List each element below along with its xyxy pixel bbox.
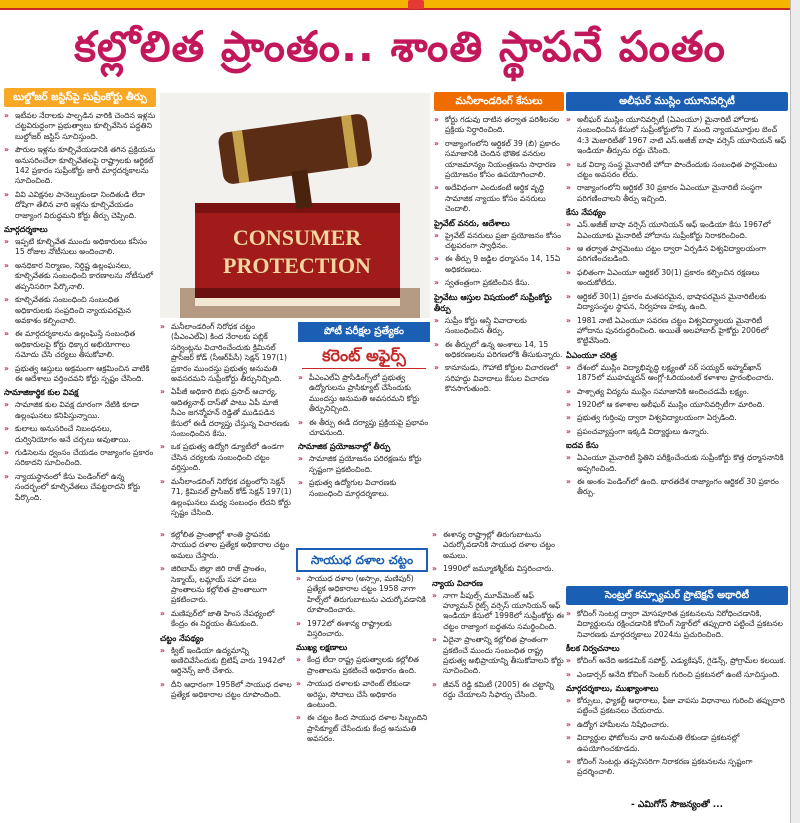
afspa-list bbox=[296, 574, 428, 639]
northeast-subhead: న్యాయ విచారణ bbox=[432, 578, 483, 588]
list-item: » ప్రభుత్వ ఉద్యోగుల విచారణకు సంబంధించి మార్గదర్శకాలు. bbox=[298, 478, 430, 499]
list-item: » అలీఘర్ ముస్లిం యూనివర్సిటీ (ఏఎంయూ) మైనారిటీ హోదాకు సంబంధించిన కేసులో సుప్రీంకోర్టులోని 7 మంది న్యాయమూర్తుల బెంచ్ 4:3 మెజారిటీతో 1967 నాటి ఎస్.అజీజ్ బాషా వర్సెస్ యూనియన్ ఆఫ్ ఇండియా తీర్పును రద్దు చేసింది. bbox=[566, 115, 788, 157]
list-item: » ఈశాన్య రాష్ట్రాల్లో తిరుగుబాటును ఎదుర్కోవడానికి సాయుధ దళాల చట్టం అమలు. bbox=[432, 530, 564, 561]
bulldozer-heading: బుల్డోజర్ జస్టిస్‌పై సుప్రీంకోర్టు తీర్పు bbox=[4, 88, 156, 107]
page-title: కల్లోలిత ప్రాంతం.. శాంతి స్థాపనే పంతం bbox=[74, 22, 726, 71]
list-item: » రాజ్యాంగంలోని ఆర్టికల్ 39 (బి) ప్రకారం సమాజానికి చెందిన భౌతిక వనరుల యాజమాన్యం నియంత్రణను సాధారణ ప్రయోజనం కోసం ఉపయోగించాలి. bbox=[434, 139, 564, 181]
amu-sub2: ఏఎంయూ చరిత్ర bbox=[566, 350, 617, 360]
list-item: » పీఎంఎల్ఏ ప్రొసీడింగ్స్‌లో ప్రభుత్వ ఉద్యోగులను ప్రాసిక్యూట్ చేసేందుకు ముందస్తు అనుమతి అవసరమని కోర్టు తీర్పునిచ్చింది. bbox=[298, 373, 430, 415]
strip-line bbox=[0, 8, 800, 10]
list-item: » కోచింగ్ అనేది అకడమిక్ సపోర్ట్, ఎడ్యుకేషన్, గైడెన్స్, ప్రోగ్రామ్‌ల కలయిక. bbox=[566, 656, 788, 666]
consumer-sub1: కీలక నిర్వచనాలు bbox=[566, 644, 620, 654]
list-item: » 1920లో ఆ కళాశాల అలీఘర్ ముస్లిం యూనివర్సిటీగా మారింది. bbox=[566, 400, 788, 410]
list-item: » సామాజిక కుల వివక్ష దూరంగా నేటికి కూడా ఉల్లంఘనలు కనిపిస్తున్నాయి. bbox=[4, 400, 156, 421]
pmla-list bbox=[160, 322, 292, 518]
disturbed-subhead: చట్టం నేపథ్యం bbox=[160, 633, 204, 643]
pmla-subhead: సామాజిక ప్రయోజనాల్లో తీర్పు bbox=[298, 442, 391, 452]
northeast-list-2 bbox=[432, 591, 564, 701]
list-item: » ఏఎంయూ మైనారిటీ స్థితిని పరీక్షించేందుకు సుప్రీంకోర్టు కొత్త ధర్మాసనానికి అప్పగించింది. bbox=[566, 453, 788, 474]
list-item: » ఈ తీర్పులో ఉన్న అంశాలు 14, 15 అధికరణలను పరిగణలోకి తీసుకున్నారు. bbox=[434, 340, 564, 361]
list-item: » కులాలు అనుసరించే నిబంధనలు, దుర్వినియోగం అనే చర్చలు అవుతాయి. bbox=[4, 424, 156, 445]
list-item: » ఈ మార్గదర్శకాలను ఉల్లంఘిస్తే సంబంధిత అధికారులపై కోర్టు ధిక్కార అభియోగాలు నమోదు చేసి చర్యలు తీసుకోవాలి. bbox=[4, 329, 156, 360]
list-item: » ఒక విద్యా సంస్థ మైనారిటీ హోదా పొందేందుకు సంబంధిత పార్లమెంటు చట్టం అవసరం లేదు. bbox=[566, 160, 788, 181]
list-item: » వివి ఎవిక్షనల పానెల్పుకుండా నిందితుడి లేదా దోషిగా తేలిన వారి ఇళ్లను కూల్చివేయడం రాజ్యాంగ విరుద్ధమని కోర్టు తీర్పు చెప్పింది. bbox=[4, 190, 156, 221]
afspa-list-2 bbox=[296, 655, 428, 744]
amu-list bbox=[566, 115, 788, 204]
list-item: » 1972లో ఈశాన్య రాష్ట్రాలకు విస్తరించారు. bbox=[296, 619, 428, 640]
list-item: » ఈ అంశం పెండింగ్‌లో ఉంది. భారతదేశ రాజ్యాంగం ఆర్టికల్ 30 ప్రకారం తీర్పు. bbox=[566, 477, 788, 498]
amu-sub3: ఐదవ కేసు bbox=[566, 441, 599, 451]
list-item: » ఆర్టికల్ 30(1) ప్రకారం మతపరమైన, భాషాపరమైన మైనారిటీలకు విద్యాసంస్థల స్థాపన, నిర్వహణ హక్కు ఉంది. bbox=[566, 292, 788, 313]
list-item: » ఈ తీర్పు ఈడీ దర్యాప్తు ప్రక్రియపై ప్రభావం చూపనుంది. bbox=[298, 418, 430, 439]
page-edge bbox=[790, 0, 800, 823]
list-item: » కానూనుడు, గౌహాటి కోర్టుల విచారణలో సరిహద్దు వివాదాలు కేసుల విచారణ కొనసాగుతుంది. bbox=[434, 363, 564, 394]
list-item: » అదేవిధంగా ఎందుకంటే ఆర్థిక వృద్ధి సామాజిక న్యాయం కోసం వనరులు చెందాలి. bbox=[434, 183, 564, 214]
list-item: » జిరిబామ్ జిల్లా జిరి రాజ్ ప్రాంతం, సెక్మాయ్, లమ్లాయ్ సహా పలు ప్రాంతాలను కల్లోలిత ప్రాంతాలుగా ప్రకటించారు. bbox=[160, 564, 292, 606]
disturbed-list-2 bbox=[160, 646, 292, 701]
mla-list-3 bbox=[434, 316, 564, 395]
northeast-list bbox=[432, 530, 564, 575]
mla-list bbox=[434, 115, 564, 215]
northeast-column bbox=[432, 530, 564, 818]
social-subhead: సామాజికార్థిక కుల వివక్ష bbox=[4, 388, 79, 398]
list-item: » 1990లో జమ్మూకశ్మీర్‌కు విస్తరించారు. bbox=[432, 564, 564, 574]
strip-marker bbox=[408, 0, 424, 9]
list-item: » స్వతంత్రంగా ప్రకటించిన కేసు. bbox=[434, 278, 564, 288]
amu-list-4 bbox=[566, 453, 788, 498]
list-item: » సుప్రీం కోర్టు ఆస్తి వివాదాలకు సంబంధించిన తీర్పు. bbox=[434, 316, 564, 337]
list-item: » ఏదైనా ప్రాంతాన్ని కల్లోలిత ప్రాంతంగా ప్రకటించే ముందు సంబంధిత రాష్ట్ర ప్రభుత్వ అభిప్రాయాన్ని తీసుకోవాలని కోర్టు సూచించింది. bbox=[432, 635, 564, 677]
disturbed-column bbox=[160, 530, 292, 818]
bulldozer-list bbox=[4, 111, 156, 221]
list-item: » విద్యార్థుల ఫోటోలను వారి అనుమతి లేకుండా ప్రకటనల్లో ఉపయోగించకూడదు. bbox=[566, 733, 788, 754]
consumer-column bbox=[566, 586, 788, 818]
mla-column bbox=[434, 92, 564, 526]
list-item: » ఒక ప్రభుత్వ ఉద్యోగి డ్యూటీలో ఉండగా చేసిన చర్యలకు సంబంధించి చట్టం వర్తిస్తుంది. bbox=[160, 442, 292, 473]
amu-sub1: కేసు నేపథ్యం bbox=[566, 208, 606, 218]
footer-credit: - ఎమిగోస్ సౌజన్యంతో ... bbox=[630, 800, 724, 810]
list-item: » మనీలాండరింగ్ నిరోధక చట్టంలోని సెక్షన్ 71, క్రిమినల్ ప్రొసీజర్ కోడ్ సెక్షన్ 197(1) ఉల్లంఘనలు మధ్య సంబంధం లేదని కోర్టు స్పష్టం చేసింది. bbox=[160, 477, 292, 519]
list-item: » క్విట్ ఇండియా ఉద్యమాన్ని అణిచివేసేందుకు బ్రిటిష్ వారు 1942లో ఆర్డినెన్స్ జారీ చేశారు. bbox=[160, 646, 292, 677]
list-item: » కోచింగ్ సెంటర్లు తప్పనిసరిగా నిరాకరణ ప్రకటనలను స్పష్టంగా ప్రదర్శించాలి. bbox=[566, 757, 788, 778]
list-item: » ఫలితంగా ఏఎంయూ ఆర్టికల్ 30(1) ప్రకారం కల్పించిన రక్షణలు అందుకోలేదు. bbox=[566, 268, 788, 289]
guidelines-list bbox=[4, 237, 156, 384]
consumer-list-2 bbox=[566, 656, 788, 680]
afspa-column bbox=[296, 530, 428, 818]
current-affairs-title: కరెంట్ అఫైర్స్ bbox=[302, 344, 426, 369]
list-item: » మనీలాండరింగ్ నిరోధక చట్టం (పీఎంఎల్ఏ) కింద నేరాలకు పబ్లిక్ సర్వెంట్లను విచారించేందుకు క్రిమినల్ ప్రొసీజర్ కోడ్ (సీఆర్‌పీసీ) సెక్షన్ 197(1) ప్రకారం ముందస్తు ప్రభుత్వ అనుమతి అవసరమని సుప్రీంకోర్టు తీర్పునిచ్చింది. bbox=[160, 322, 292, 384]
list-item: » ఈ తీర్పు 9 జడ్జిల ధర్మాసనం 14, 15ఏ అధికరణలు. bbox=[434, 254, 564, 275]
list-item: » 1981 నాటి ఏఎంయూ సవరణ చట్టం విశ్వవిద్యాలయ మైనారిటీ హోదాను పునరుద్ధరించింది. అయితే అలహాబాద్ హైకోర్టు 2006లో కొట్టివేసింది. bbox=[566, 316, 788, 347]
current-affairs-box bbox=[298, 322, 430, 528]
list-item: » కూల్చివేతకు సంబంధించి సంబంధిత అధికారులకు సంప్రదించి న్యాయపరమైన అవకాశం కల్పించాలి. bbox=[4, 295, 156, 326]
list-item: » ఇటీవల నేరాలకు పాల్పడిన వారికి చెందిన ఇళ్లను చట్టవిరుద్ధంగా ప్రభుత్వాలు కూల్చివేసిన పద్ధతిని బుల్డోజర్ జస్టిస్ సూచిస్తుంది. bbox=[4, 111, 156, 142]
list-item: » ఎస్.అజీజ్ బాషా వర్సెస్ యూనియన్ ఆఫ్ ఇండియా కేసు 1967లో ఏఎంయూకు మైనారిటీ హోదాను సుప్రీంకోర్టు నిరాకరించింది. bbox=[566, 220, 788, 241]
list-item: » ప్రైవేట్ వనరులు ప్రజా ప్రయోజనం కోసం చట్టపరంగా స్వాధీనం. bbox=[434, 231, 564, 252]
list-item: » జీవన్ రెడ్డి కమిటీ (2005) ఈ చట్టాన్ని రద్దు చేయాలని సిఫార్సు చేసింది. bbox=[432, 680, 564, 701]
list-item: » ఎండార్సర్ అనేది కోచింగ్ సెంటర్ గురించి ప్రకటనలో ఉంటే సూచిస్తుంది. bbox=[566, 670, 788, 680]
list-item: » ఈ చట్టం కింద సాయుధ దళాల సిబ్బందిని ప్రాసిక్యూట్ చేసేందుకు కేంద్ర అనుమతి అవసరం. bbox=[296, 713, 428, 744]
mla-sub1: ప్రైవేట్ వనరు, ఆదేశాలు bbox=[434, 218, 510, 228]
list-item: » కేంద్ర లేదా రాష్ట్ర ప్రభుత్వాలకు కల్లోలిత ప్రాంతాలను ప్రకటించే అధికారం ఉంది. bbox=[296, 655, 428, 676]
pmla-b-list bbox=[298, 373, 430, 438]
mla-heading: మనీలాండరింగ్ కేసులు bbox=[434, 92, 564, 111]
list-item: » ఆ తర్వాత పార్లమెంటు చట్టం ద్వారా ఏర్పడిన విశ్వవిద్యాలయంగా పరిగణించబడింది. bbox=[566, 244, 788, 265]
disturbed-list bbox=[160, 530, 292, 630]
afspa-subhead: ముఖ్య లక్షణాలు bbox=[296, 643, 348, 653]
amu-column bbox=[566, 92, 788, 582]
list-item: » గుడిసెలను ధ్వంసం చేయడం రాజ్యాంగం ప్రకారం సరికాదని సూచించింది. bbox=[4, 448, 156, 469]
list-item: » న్యాయస్థానంలో కేసు పెండింగ్‌లో ఉన్న సందర్భంలో కూల్చివేతలు చేపట్టరాదని కోర్టు పేర్కొంది. bbox=[4, 472, 156, 503]
consumer-list bbox=[566, 609, 788, 640]
list-item: » కోచింగ్ సెంటర్ల ద్వారా మోసపూరిత ప్రకటనలను నిరోధించడానికి, విద్యార్థులను రక్షించడానికి కోచింగ్ సెక్టార్‌లో తప్పుదారి పట్టించే ప్రకటనల నివారణకు మార్గదర్శకాలు 2024ను ప్రచురించింది. bbox=[566, 609, 788, 640]
list-item: » దేశంలో ముస్లిం విద్యాభివృద్ధి లక్ష్యంతో సర్ సయ్యద్ అహ్మద్‌ఖాన్ 1875లో ముహమ్మదన్ ఆంగ్లో-ఓరియంటల్ కళాశాల ప్రారంభించారు. bbox=[566, 363, 788, 384]
pmla-text bbox=[160, 322, 292, 526]
list-item: » మణిపుర్‌లో జాతి హింస నేపథ్యంలో కేంద్రం ఈ నిర్ణయం తీసుకుంది. bbox=[160, 609, 292, 630]
list-item: » ప్రభుత్వ ఆస్తులు అక్రమంగా ఆక్రమించిన వాటికి ఈ ఆదేశాలు వర్తించవని కోర్టు స్పష్టం చేసింది. bbox=[4, 364, 156, 385]
list-item: » సామాజిక ప్రయోజనం పరిరక్షణను కోర్టు స్పష్టంగా ప్రకటించింది. bbox=[298, 454, 430, 475]
guidelines-subhead: మార్గదర్శకాలు bbox=[4, 225, 48, 235]
list-item: » కల్లోలిత ప్రాంతాల్లో శాంతి స్థాపనకు సాయుధ దళాల ప్రత్యేక అధికారాల చట్టం అమలు చేస్తారు. bbox=[160, 530, 292, 561]
consumer-sub2: మార్గదర్శకాలు, ముఖ్యాంశాలు bbox=[566, 684, 659, 694]
mla-list-2 bbox=[434, 231, 564, 289]
list-item: » సాయుధ దళాలకు వారెంట్ లేకుండా అరెస్టు, సోదాలు చేసే అధికారం ఉంటుంది. bbox=[296, 679, 428, 710]
mla-sub2: ప్రైవేటు ఆస్తుల విషయంలో సుప్రీంకోర్టు తీర్పు bbox=[434, 292, 552, 313]
bottom-section bbox=[160, 530, 564, 818]
bulldozer-column bbox=[4, 88, 156, 818]
current-affairs-banner: పోటీ పరీక్షల ప్రత్యేకం bbox=[298, 322, 430, 342]
photo-text-protection: PROTECTION bbox=[223, 253, 371, 278]
social-list bbox=[4, 400, 156, 503]
consumer-list-3 bbox=[566, 696, 788, 778]
list-item: » ప్రపంచవ్యాప్తంగా ఇక్కడి విద్యార్థులు ఉన్నారు. bbox=[566, 427, 788, 437]
list-item: » పౌరుల ఇళ్లను కూల్చివేయడానికి తగిన ప్రక్రియను అనుసరించేలా కూల్చివేతలపై రాష్ట్రాలకు ఆర్టికల్ 142 ప్రకారం సుప్రీంకోర్టు జారీ మార్గదర్శకాలను సూచించింది. bbox=[4, 145, 156, 187]
amu-heading: అలీఘర్ ముస్లిం యూనివర్సిటీ bbox=[566, 92, 788, 111]
gavel-illustration bbox=[160, 93, 430, 318]
photo-text-consumer: CONSUMER bbox=[232, 225, 362, 250]
list-item: » రాజ్యాంగంలోని ఆర్టికల్ 30 ప్రకారం ఏఎంయూ మైనారిటీ సంస్థగా పరిగణించాలని తీర్పు ఇచ్చింది. bbox=[566, 183, 788, 204]
list-item: » కోర్టు గడువు దాటిన తర్వాత పరిశీలనల ప్రక్రియ నిర్ధారించింది. bbox=[434, 115, 564, 136]
list-item: » దీని ఆధారంగా 1958లో సాయుధ దళాల ప్రత్యేక అధికారాల చట్టం రూపొందింది. bbox=[160, 680, 292, 701]
list-item: » కోర్సులు, ఫ్యాకల్టీ ఆధారాలు, ఫీజు వాపసు విధానాలు గురించి తప్పుదారి పట్టించే ప్రకటనలు చేయరాదు. bbox=[566, 696, 788, 717]
list-item: » ఏపీజీ అధికారి బిభు ప్రసాద్ ఆచార్య, ఆదిత్యనాథ్ దాస్‌తో పాటు ఏపీ మాజీ సీఎం జగన్మోహన్ రెడ్డితో ముడిపడిన కేసులో ఈడీ దర్యాప్తు చేస్తున్న విచారణకు సంబంధించిన కేసు. bbox=[160, 387, 292, 439]
list-item: » పాశ్చాత్య విద్యను ముస్లిం సమాజానికి అందించడమే లక్ష్యం. bbox=[566, 387, 788, 397]
top-strip bbox=[0, 0, 800, 10]
list-item: » అనధికార నిర్మాణం, నిర్దిష్ట ఉల్లంఘనలు, కూల్చివేతకు సంబంధించి కారణాలను నోటీసులో తప్పనిసరిగా పేర్కొనాలి. bbox=[4, 261, 156, 292]
list-item: » సాయుధ దళాల (అస్సాం, మణిపుర్) ప్రత్యేక అధికారాల చట్టం 1958 నాగా హిల్స్‌లో తిరుగుబాటును ఎదుర్కోవడానికి రూపొందించారు. bbox=[296, 574, 428, 616]
list-item: » ఇప్పటి కూల్చివేత ముందు అధికారులు కనీసం 15 రోజుల నోటీసులు అందించాలి. bbox=[4, 237, 156, 258]
list-item: » ప్రభుత్వ గుర్తింపు ద్వారా విశ్వవిద్యాలయంగా ఏర్పడింది. bbox=[566, 413, 788, 423]
afspa-heading: సాయుధ దళాల చట్టం bbox=[296, 548, 428, 572]
consumer-heading: సెంట్రల్ కన్స్యూమర్ ప్రొటెక్షన్ అథారిటీ bbox=[566, 586, 788, 605]
amu-list-3 bbox=[566, 363, 788, 437]
list-item: » నాగా పీపుల్స్ మూవ్‌మెంట్ ఆఫ్ హ్యూమన్ రైట్స్ వర్సెస్ యూనియన్ ఆఫ్ ఇండియా కేసులో 1998లో సుప్రీంకోర్టు ఈ చట్టం రాజ్యాంగ బద్ధతను సమర్థించింది. bbox=[432, 591, 564, 633]
consumer-protection-photo bbox=[160, 93, 430, 318]
amu-list-2 bbox=[566, 220, 788, 346]
pmla-c-list bbox=[298, 454, 430, 499]
list-item: » ఉద్యోగ హామీలను నిషేధించారు. bbox=[566, 720, 788, 730]
